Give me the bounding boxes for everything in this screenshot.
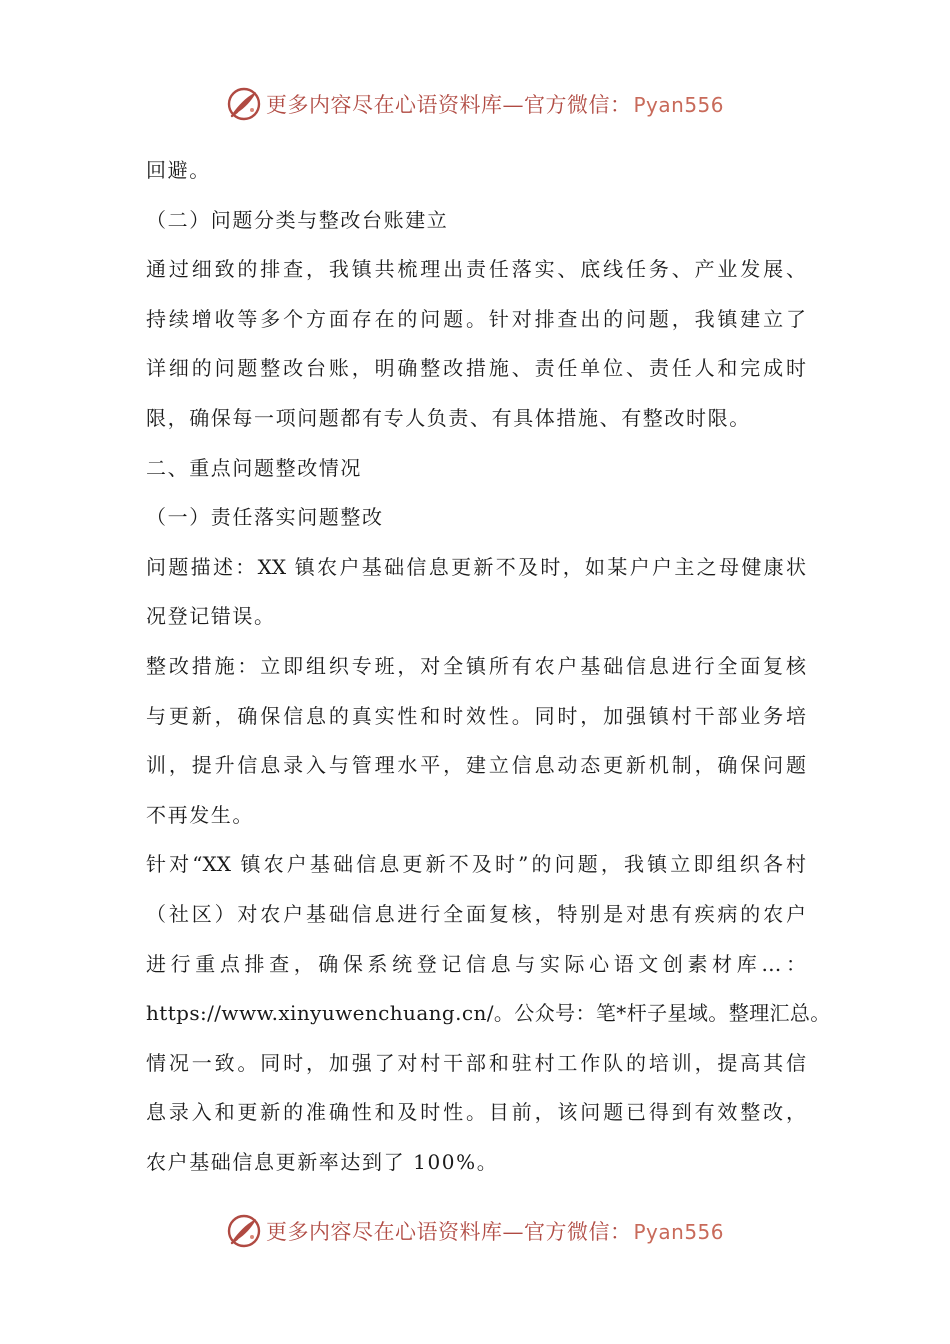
body-line: 问题描述：XX 镇农户基础信息更新不及时，如某户户主之母健康状 [146,554,806,579]
section-heading: （二）问题分类与整改台账建立 [146,207,449,232]
header-wechat-id: Pyan556 [633,93,724,117]
body-line: 情况一致。同时，加强了对村干部和驻村工作队的培训，提高其信 [146,1050,806,1075]
body-line: 针对“XX 镇农户基础信息更新不及时”的问题，我镇立即组织各村 [146,852,806,877]
footer-banner-text: 更多内容尽在心语资料库—官方微信： Pyan556 [265,1220,724,1244]
header-banner-text: 更多内容尽在心语资料库—官方微信： Pyan556 [265,93,724,117]
section-heading: （一）责任落实问题整改 [146,505,384,530]
footer-wechat-id: Pyan556 [633,1220,724,1244]
body-line: 息录入和更新的准确性和及时性。目前，该问题已得到有效整改， [146,1100,806,1125]
body-line: 持续增收等多个方面存在的问题。针对排查出的问题，我镇建立了 [146,306,806,331]
body-line: 通过细致的排查，我镇共梳理出责任落实、底线任务、产业发展、 [146,257,806,282]
body-line: 不再发生。 [146,802,254,827]
body-line: 况登记错误。 [146,604,276,629]
body-line: 详细的问题整改台账，明确整改措施、责任单位、责任人和完成时 [146,356,806,381]
footer-banner [0,1211,950,1251]
body-line-url: https://www.xinyuwenchuang.cn/。公众号：笔*杆子星域。整理汇总。 [146,1001,831,1026]
section-heading: 二、重点问题整改情况 [146,455,362,480]
pen-logo-icon [226,86,262,122]
body-line: 与更新，确保信息的真实性和时效性。同时，加强镇村干部业务培 [146,703,806,728]
header-banner [0,84,950,124]
body-line: 农户基础信息更新率达到了 100%。 [146,1149,499,1174]
body-line: 训，提升信息录入与管理水平，建立信息动态更新机制，确保问题 [146,753,806,778]
body-line: 回避。 [146,158,211,182]
pen-logo-icon [226,1213,262,1249]
document-body [146,150,831,1191]
body-line: 限，确保每一项问题都有专人负责、有具体措施、有整改时限。 [146,405,751,430]
body-line: （社区）对农户基础信息进行全面复核，特别是对患有疾病的农户 [146,901,806,926]
body-line: 进行重点排查，确保系统登记信息与实际心语文创素材库…： [146,951,806,976]
body-line: 整改措施：立即组织专班，对全镇所有农户基础信息进行全面复核 [146,653,806,678]
